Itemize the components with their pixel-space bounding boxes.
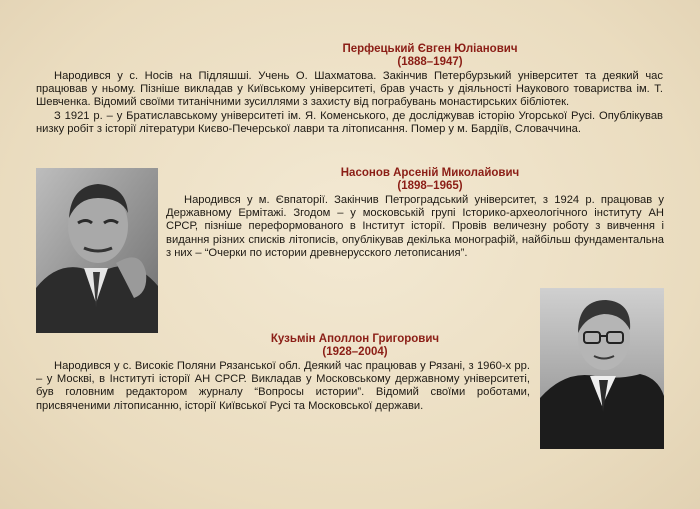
bio2-portrait xyxy=(36,168,158,333)
bio1-years: (1888–1947) xyxy=(397,56,463,68)
bio2-text xyxy=(166,194,664,260)
bio2-name: Насонов Арсеній Миколайович xyxy=(340,167,520,179)
bio3-name: Кузьмін Аполлон Григорович xyxy=(270,333,440,345)
bio1-paragraph-1: Народився у с. Носів на Підляшші. Учень О. Шахматова. Закінчив Петербурзький університет та деякий час працював у ньому. Пізніше викладав у Київському університеті, брав участь у діяльності Наукового товариства ім. Т. Шевченка. Відомий своїми титанічними зусиллями з захисту від пограбувань монастирських бібліотек. xyxy=(36,70,663,109)
bio3-heading xyxy=(225,333,485,359)
bio3-paragraph-1: Народився у с. Високіє Поляни Рязанської обл. Деякий час працював у Рязані, з 1960-х рр. – у Москві, в Інституті історії АН СРСР. Викладав у Московському державному університеті, був головним редактором журналу “Вопросы истории”. Відомий своїми роботами, присвяченими літописанню, історії Київської Русі та Московської держави. xyxy=(36,360,530,412)
bio1-paragraph-2: З 1921 р. – у Братиславському університеті ім. Я. Коменського, де досліджував історію Угорської Русі. Опублікував низку робіт з історії літератури Києво-Печерської лаври та літописання. Помер у м. Бардіїв, Словаччина. xyxy=(36,109,663,135)
bio1-heading xyxy=(300,43,560,69)
bio2-years: (1898–1965) xyxy=(397,180,463,192)
bio3-portrait xyxy=(540,288,664,449)
bio3-years: (1928–2004) xyxy=(322,346,388,358)
bio2-heading xyxy=(300,167,560,193)
bio2-paragraph-1: Народився у м. Євпаторії. Закінчив Петроградський університет, з 1924 р. працював у Державному Ермітажі. Згодом – у московській групі Історико-археологічного інституту АН СРСР, пізніше переформованого в Інститут історії. Провів величезну роботу з вивчення і видання різних списків літописів, опублікував декілька монографій, найбільш фундаментальна з них – “Очерки по истории древнерусского летописания”. xyxy=(166,194,664,259)
bio1-text xyxy=(36,70,663,136)
bio1-name: Перфецький Євген Юліанович xyxy=(342,43,518,55)
bio3-text xyxy=(36,360,530,413)
